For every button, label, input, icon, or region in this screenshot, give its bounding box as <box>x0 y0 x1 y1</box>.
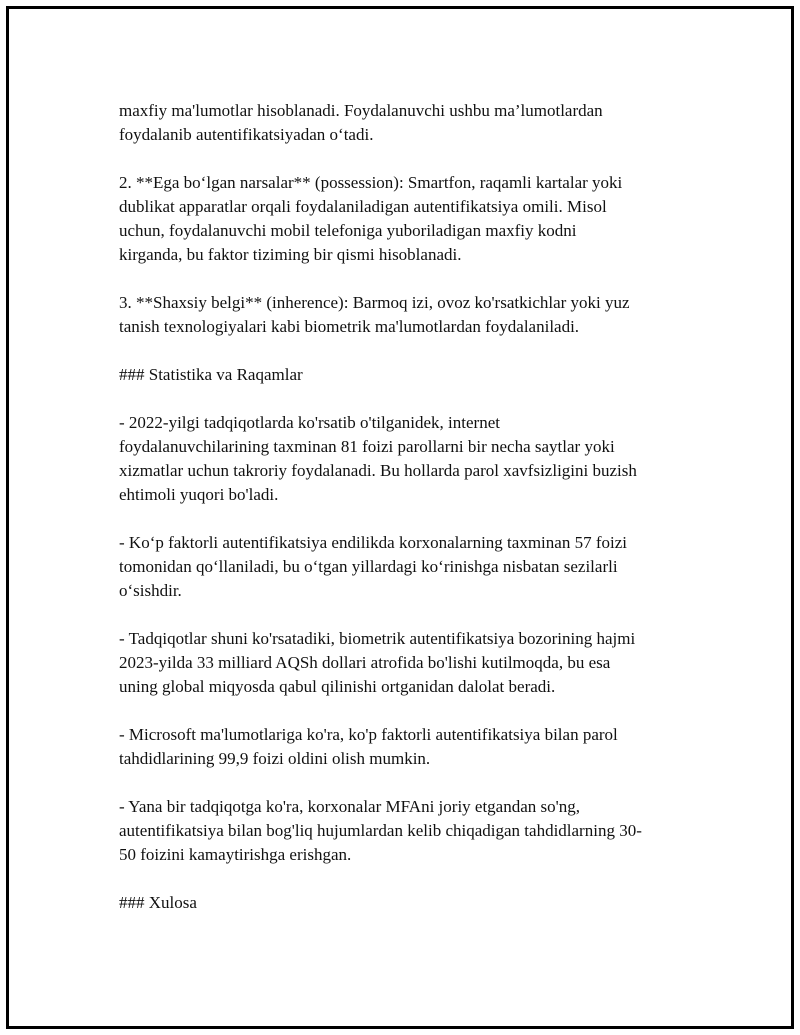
text-line: autentifikatsiya bilan bog'liq hujumlardan kelib chiqadigan tahdidlarning 30- <box>119 821 642 840</box>
text-line: - Ko‘p faktorli autentifikatsiya endilikda korxonalarning taxminan 57 foizi <box>119 533 627 552</box>
heading-statistics <box>119 363 679 387</box>
text-line: tanish texnologiyalari kabi biometrik ma'lumotlardan foydalaniladi. <box>119 317 580 336</box>
text-line: - Tadqiqotlar shuni ko'rsatadiki, biometrik autentifikatsiya bozorining hajmi <box>119 629 636 648</box>
text-line: 50 foizini kamaytirishga erishgan. <box>119 845 352 864</box>
text-line: ### Statistika va Raqamlar <box>119 365 303 384</box>
text-line: dublikat apparatlar orqali foydalaniladigan autentifikatsiya omili. Misol <box>119 197 607 216</box>
page-frame <box>6 6 794 1029</box>
text-line: kirganda, bu faktor tiziming bir qismi hisoblanadi. <box>119 245 462 264</box>
list-item-mfa-adoption <box>119 531 679 603</box>
paragraph-possession <box>119 171 679 267</box>
text-line: ### Xulosa <box>119 893 197 912</box>
paragraph-inherence <box>119 291 679 339</box>
paragraph-intro-continuation <box>119 99 679 147</box>
text-line: - 2022-yilgi tadqiqotlarda ko'rsatib o'tilganidek, internet <box>119 413 500 432</box>
text-line: tahdidlarining 99,9 foizi oldini olish mumkin. <box>119 749 431 768</box>
text-line: foydalanib autentifikatsiyadan o‘tadi. <box>119 125 374 144</box>
text-line: xizmatlar uchun takroriy foydalanadi. Bu hollarda parol xavfsizligini buzish <box>119 461 637 480</box>
list-item-password-reuse <box>119 411 679 507</box>
text-line: - Yana bir tadqiqotga ko'ra, korxonalar MFAni joriy etgandan so'ng, <box>119 797 580 816</box>
text-line: uchun, foydalanuvchi mobil telefoniga yuboriladigan maxfiy kodni <box>119 221 577 240</box>
list-item-enterprise-mfa <box>119 795 679 867</box>
text-line: maxfiy ma'lumotlar hisoblanadi. Foydalanuvchi ushbu ma’lumotlardan <box>119 101 603 120</box>
document-body <box>119 99 679 939</box>
text-line: o‘sishdir. <box>119 581 182 600</box>
text-line: 3. **Shaxsiy belgi** (inherence): Barmoq izi, ovoz ko'rsatkichlar yoki yuz <box>119 293 630 312</box>
text-line: foydalanuvchilarining taxminan 81 foizi parollarni bir necha saytlar yoki <box>119 437 615 456</box>
heading-conclusion <box>119 891 679 915</box>
text-line: - Microsoft ma'lumotlariga ko'ra, ko'p faktorli autentifikatsiya bilan parol <box>119 725 618 744</box>
text-line: 2023-yilda 33 milliard AQSh dollari atrofida bo'lishi kutilmoqda, bu esa <box>119 653 611 672</box>
text-line: 2. **Ega bo‘lgan narsalar** (possession): Smartfon, raqamli kartalar yoki <box>119 173 623 192</box>
text-line: tomonidan qo‘llaniladi, bu o‘tgan yillardagi ko‘rinishga nisbatan sezilarli <box>119 557 618 576</box>
list-item-microsoft <box>119 723 679 771</box>
text-line: ehtimoli yuqori bo'ladi. <box>119 485 279 504</box>
text-line: uning global miqyosda qabul qilinishi ortganidan dalolat beradi. <box>119 677 556 696</box>
list-item-biometric-market <box>119 627 679 699</box>
